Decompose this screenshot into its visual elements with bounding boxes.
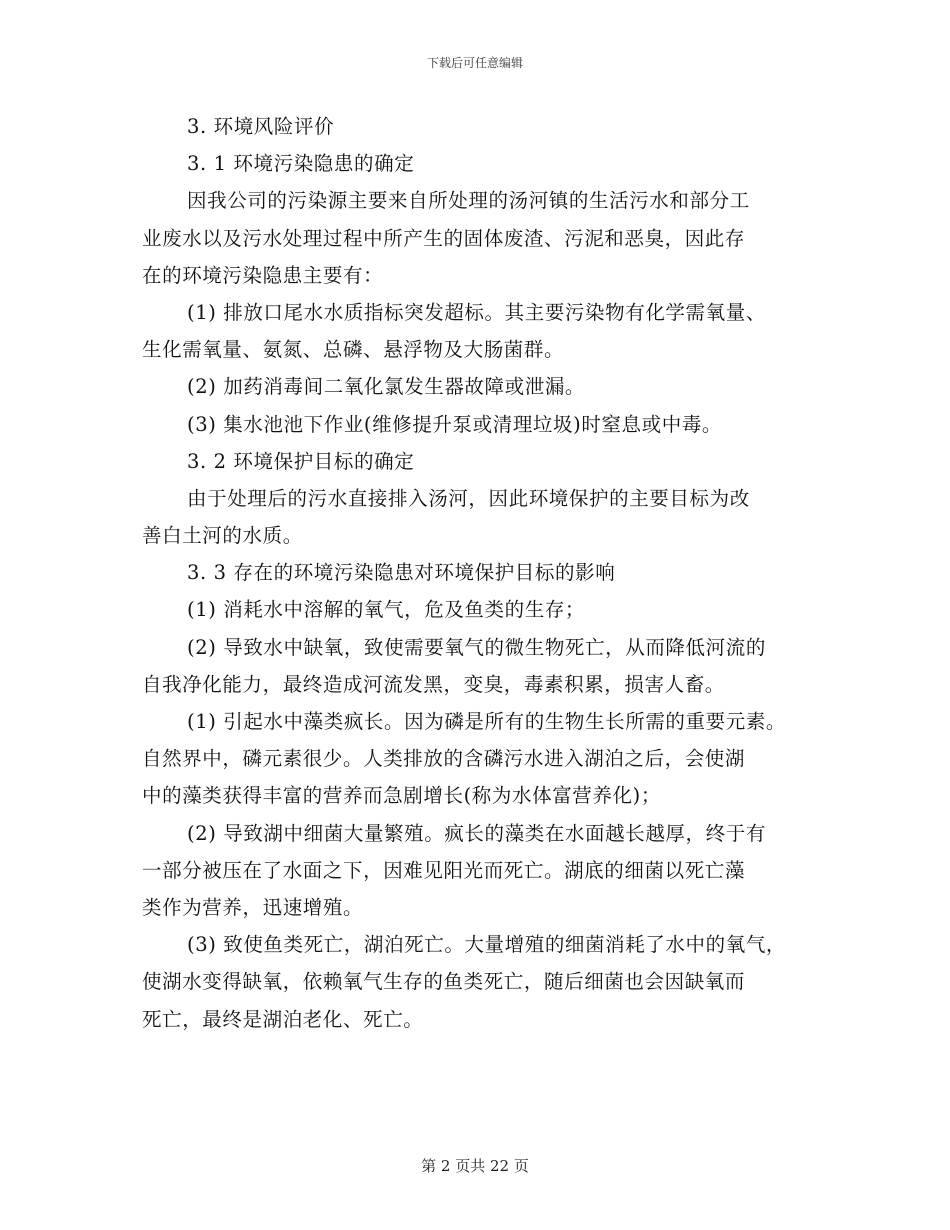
list-item-line: 生化需氧量、氨氮、总磷、悬浮物及大肠菌群。	[142, 338, 565, 362]
list-item-line: (2) 加药消毒间二氧化氯发生器故障或泄漏。	[187, 375, 586, 399]
list-item-line: 一部分被压在了水面之下，因难见阳光而死亡。湖底的细菌以死亡藻	[142, 858, 746, 882]
list-item-line: 使湖水变得缺氧，依赖氧气生存的鱼类死亡，随后细菌也会因缺氧而	[142, 970, 746, 994]
list-item-line: (3) 致使鱼类死亡，湖泊死亡。大量增殖的细菌消耗了水中的氧气，	[187, 933, 787, 957]
list-item-line: 中的藻类获得丰富的营养而急剧增长(称为水体富营养化)；	[142, 784, 661, 808]
paragraph-line: 善白土河的水质。	[142, 524, 303, 548]
list-item-line: 类作为营养，迅速增殖。	[142, 895, 364, 919]
page-number: 第 2 页共 22 页	[421, 1157, 529, 1175]
paragraph-line: 在的环境污染隐患主要有：	[142, 263, 384, 287]
list-item-line: 死亡，最终是湖泊老化、死亡。	[142, 1007, 424, 1031]
list-item-line: 自然界中，磷元素很少。人类排放的含磷污水进入湖泊之后，会使湖	[142, 747, 746, 771]
list-item-line: (1) 引起水中藻类疯长。因为磷是所有的生物生长所需的重要元素。	[187, 710, 787, 733]
list-item-line: (1) 消耗水中溶解的氧气，危及鱼类的生存；	[187, 598, 586, 622]
document-body	[142, 108, 822, 1038]
section-heading: 3. 环境风险评价	[187, 115, 335, 138]
list-item-line: (3) 集水池池下作业(维修提升泵或清理垃圾)时窒息或中毒。	[187, 412, 723, 436]
list-item-line: (2) 导致水中缺氧，致使需要氧气的微生物死亡，从而降低河流的	[187, 635, 766, 659]
list-item-line: (1) 排放口尾水水质指标突发超标。其主要污染物有化学需氧量、	[187, 300, 766, 324]
list-item-line: (2) 导致湖中细菌大量繁殖。疯长的藻类在水面越长越厚，终于有	[187, 821, 766, 845]
subsection-heading: 3. 1 环境污染隐患的确定	[187, 152, 415, 176]
subsection-heading: 3. 2 环境保护目标的确定	[187, 449, 415, 473]
paragraph-line: 业废水以及污水处理过程中所产生的固体废渣、污泥和恶臭，因此存	[142, 226, 746, 250]
list-item-line: 自我净化能力，最终造成河流发黑，变臭，毒素积累，损害人畜。	[142, 672, 725, 696]
subsection-heading: 3. 3 存在的环境污染隐患对环境保护目标的影响	[187, 561, 616, 585]
page-header: 下载后可任意编辑	[426, 56, 523, 70]
paragraph-line: 因我公司的污染源主要来自所处理的汤河镇的生活污水和部分工	[187, 189, 750, 213]
paragraph-line: 由于处理后的污水直接排入汤河，因此环境保护的主要目标为改	[187, 486, 750, 510]
